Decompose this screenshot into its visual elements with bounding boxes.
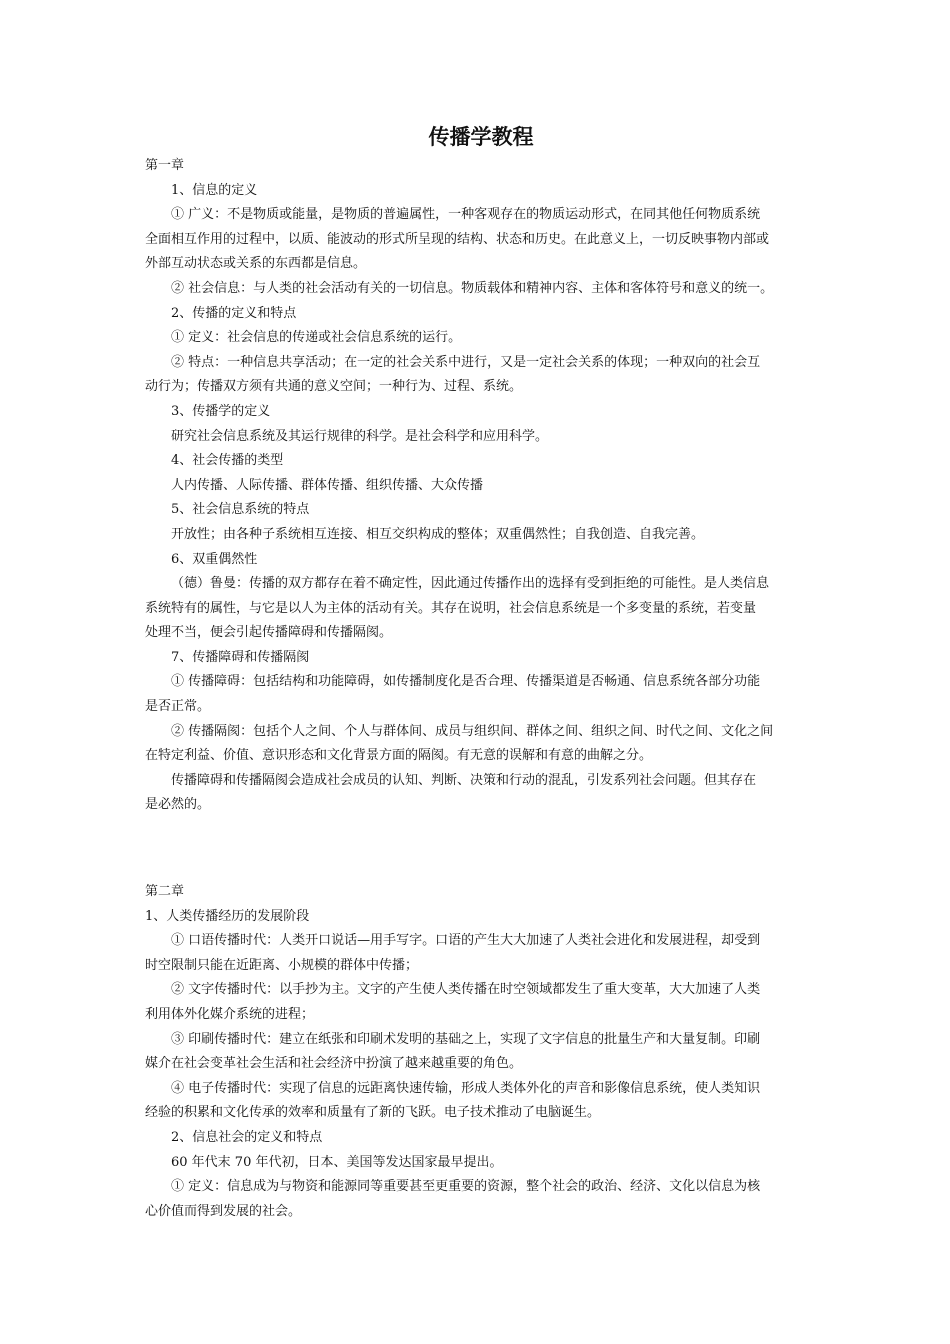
text-line: ③ 印刷传播时代：建立在纸张和印刷术发明的基础之上，实现了文字信息的批量生产和大量复制。印刷 [171,1031,761,1047]
text-line: 60 年代末 70 年代初，日本、美国等发达国家最早提出。 [171,1154,503,1170]
text-line: 利用体外化媒介系统的进程； [145,1007,315,1022]
text-line: ② 特点：一种信息共享活动；在一定的社会关系中进行，又是一定社会关系的体现；一种双向的社会互 [171,354,761,370]
chapter-1-body [145,179,817,818]
text-line: 研究社会信息系统及其运行规律的科学。是社会科学和应用科学。 [171,428,549,444]
document-page [145,120,817,1224]
text-line: 3、传播学的定义 [171,403,271,419]
text-line: 时空限制只能在近距离、小规模的群体中传播； [145,957,419,973]
text-line: 外部互动状态或关系的东西都是信息。 [145,256,367,272]
chapter-1-heading: 第一章 [145,158,185,173]
text-line: ② 文字传播时代：以手抄为主。文字的产生使人类传播在时空领域都发生了重大变革，大大加速了人类 [171,982,761,998]
text-line: 全面相互作用的过程中，以质、能波动的形式所呈现的结构、状态和历史。在此意义上，一切反映事物内部或 [145,231,770,247]
chapter-2-body [145,905,817,1225]
text-line: 6、双重偶然性 [171,551,258,567]
text-line: ② 社会信息：与人类的社会活动有关的一切信息。物质载体和精神内容、主体和客体符号和意义的统一。 [171,280,774,296]
text-line: ① 广义：不是物质或能量，是物质的普遍属性，一种客观存在的物质运动形式，在同其他任何物质系统 [171,207,761,223]
text-line: 处理不当，便会引起传播障碍和传播隔阂。 [145,625,393,641]
text-line: 动行为；传播双方须有共通的意义空间；一种行为、过程、系统。 [145,379,523,395]
text-line: 7、传播障碍和传播隔阂 [171,649,310,665]
text-line: 2、传播的定义和特点 [171,305,297,321]
text-line: ① 定义：信息成为与物资和能源同等重要甚至更重要的资源，整个社会的政治、经济、文化以信息为核 [171,1179,761,1195]
text-line: 5、社会信息系统的特点 [171,502,310,518]
document-title: 传播学教程 [428,124,534,149]
text-line: 2、信息社会的定义和特点 [171,1129,323,1145]
text-line: 1、信息的定义 [171,182,258,198]
text-line: 是必然的。 [145,797,211,813]
text-line: 开放性；由各种子系统相互连接、相互交织构成的整体；双重偶然性；自我创造、自我完善。 [171,526,705,542]
text-line: 在特定利益、价值、意识形态和文化背景方面的隔阂。有无意的误解和有意的曲解之分。 [145,748,653,764]
chapter-gap [145,818,817,880]
text-line: 1、人类传播经历的发展阶段 [145,908,310,924]
text-line: ① 定义：社会信息的传递或社会信息系统的运行。 [171,330,462,346]
text-line: 系统特有的属性，与它是以人为主体的活动有关。其存在说明，社会信息系统是一个多变量的系统，若变量 [145,600,757,616]
text-line: ① 口语传播时代：人类开口说话—用手写字。口语的产生大大加速了人类社会进化和发展进程，却受到 [171,933,761,949]
text-line: 心价值而得到发展的社会。 [145,1203,302,1219]
text-line: 是否正常。 [145,699,211,715]
chapter-2-heading: 第二章 [145,884,185,900]
text-line: 传播障碍和传播隔阂会造成社会成员的认知、判断、决策和行动的混乱，引发系列社会问题。但其存在 [171,772,757,788]
text-line: （德）鲁曼：传播的双方都存在着不确定性，因此通过传播作出的选择有受到拒绝的可能性。是人类信息 [171,576,770,592]
text-line: 4、社会传播的类型 [171,453,284,469]
text-line: ① 传播障碍：包括结构和功能障碍，如传播制度化是否合理、传播渠道是否畅通、信息系统各部分功能 [171,674,761,690]
text-line: 媒介在社会变革社会生活和社会经济中扮演了越来越重要的角色。 [145,1056,523,1072]
text-line: ④ 电子传播时代：实现了信息的远距离快速传输，形成人类体外化的声音和影像信息系统，使人类知识 [171,1080,761,1096]
text-line: 人内传播、人际传播、群体传播、组织传播、大众传播 [171,477,484,493]
text-line: ② 传播隔阂：包括个人之间、个人与群体间、成员与组织间、群体之间、组织之间、时代之间、文化之间 [171,723,774,739]
text-line: 经验的积累和文化传承的效率和质量有了新的飞跃。电子技术推动了电脑诞生。 [145,1105,601,1121]
